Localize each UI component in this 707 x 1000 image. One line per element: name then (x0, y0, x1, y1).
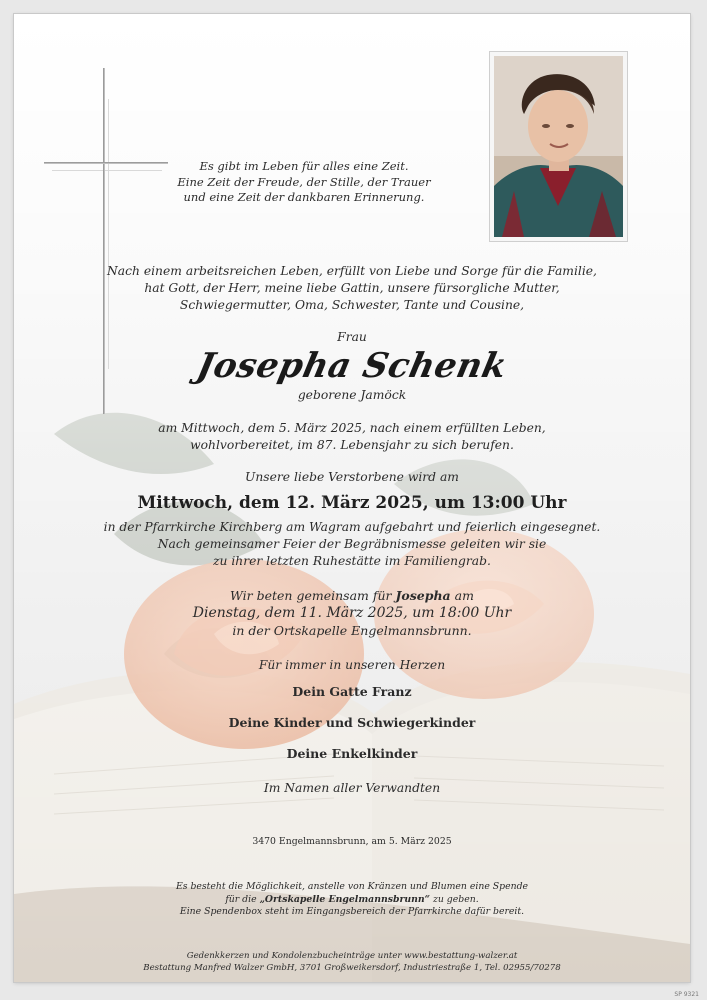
obituary-sheet (14, 14, 690, 982)
donation-line: Eine Spendenbox steht im Eingangsbereich der Pfarrkirche dafür bereit. (179, 906, 525, 917)
donation-suffix: zu geben. (432, 893, 479, 905)
footer (14, 951, 690, 974)
family-husband: Dein Gatte Franz (292, 684, 412, 699)
announcement: Unsere liebe Verstorbene wird am (245, 470, 459, 484)
quote-line: Es gibt im Leben für alles eine Zeit. (199, 159, 409, 173)
prayer-location: in der Ortskapelle Engelmannsbrunn. (232, 623, 472, 638)
cross-icon-bar (44, 162, 168, 164)
intro-line: hat Gott, der Herr, meine liebe Gattin, unsere fürsorgliche Mutter, (144, 281, 560, 295)
death-line: wohlvorbereitet, im 87. Lebensjahr zu sich berufen. (190, 438, 514, 452)
prayer-prefix: Wir beten gemeinsam für (230, 588, 392, 603)
death-line: am Mittwoch, dem 5. März 2025, nach einem erfüllten Leben, (158, 421, 546, 435)
ceremony-details (14, 519, 690, 570)
portrait-frame (489, 51, 628, 242)
prayer-line (14, 587, 690, 605)
relatives-line: Im Namen aller Verwandten (263, 781, 441, 795)
title-frau: Frau (337, 330, 367, 344)
ceremony-line: zu ihrer letzten Ruhestätte im Familiengrab. (213, 554, 491, 568)
quote-line: und eine Zeit der dankbaren Erinnerung. (183, 190, 425, 204)
quote-line: Eine Zeit der Freude, der Stille, der Trauer (177, 174, 431, 189)
ceremony-date: Mittwoch, dem 12. März 2025, um 13:00 Uhr (137, 493, 567, 513)
prayer-suffix: am (454, 588, 474, 603)
footer-company: Bestattung Manfred Walzer GmbH, 3701 Großweikersdorf, Industriestraße 1, Tel. 02955/70278 (143, 962, 561, 973)
donation-notice (14, 881, 690, 919)
intro-line: Nach einem arbeitsreichen Leben, erfüllt von Liebe und Sorge für die Familie, (107, 264, 597, 278)
quote (154, 159, 454, 206)
document-code: SP 9321 (674, 991, 699, 998)
donation-line: Es besteht die Möglichkeit, anstelle von Kränzen und Blumen eine Spende (175, 881, 529, 892)
portrait-photo (494, 56, 623, 237)
cross-shadow-horizontal (52, 170, 162, 171)
donation-line (14, 894, 690, 907)
prayer-notice (14, 587, 690, 640)
donation-prefix: für die (225, 893, 257, 905)
family-grandchildren: Deine Enkelkinder (286, 746, 418, 761)
prayer-name: Josepha (395, 588, 451, 603)
intro-text (14, 263, 690, 314)
birth-name: geborene Jamöck (297, 388, 407, 402)
prayer-date: Dienstag, dem 11. März 2025, um 18:00 Uhr (192, 604, 512, 621)
family-children: Deine Kinder und Schwiegerkinder (228, 715, 476, 730)
forever-line: Für immer in unseren Herzen (258, 658, 446, 672)
intro-line: Schwiegermutter, Oma, Schwester, Tante und Cousine, (179, 298, 525, 312)
deceased-name: Josepha Schenk (193, 346, 511, 386)
donation-recipient: „Ortskapelle Engelmannsbrunn“ (259, 893, 430, 905)
footer-website: Gedenkkerzen und Kondolenzbucheinträge unter www.bestattung-walzer.at (186, 951, 518, 961)
location-date: 3470 Engelmannsbrunn, am 5. März 2025 (252, 836, 452, 847)
death-notice (14, 420, 690, 454)
ceremony-line: Nach gemeinsamer Feier der Begräbnismesse geleiten wir sie (157, 537, 547, 551)
ceremony-line: in der Pfarrkirche Kirchberg am Wagram aufgebahrt und feierlich eingesegnet. (103, 520, 601, 534)
